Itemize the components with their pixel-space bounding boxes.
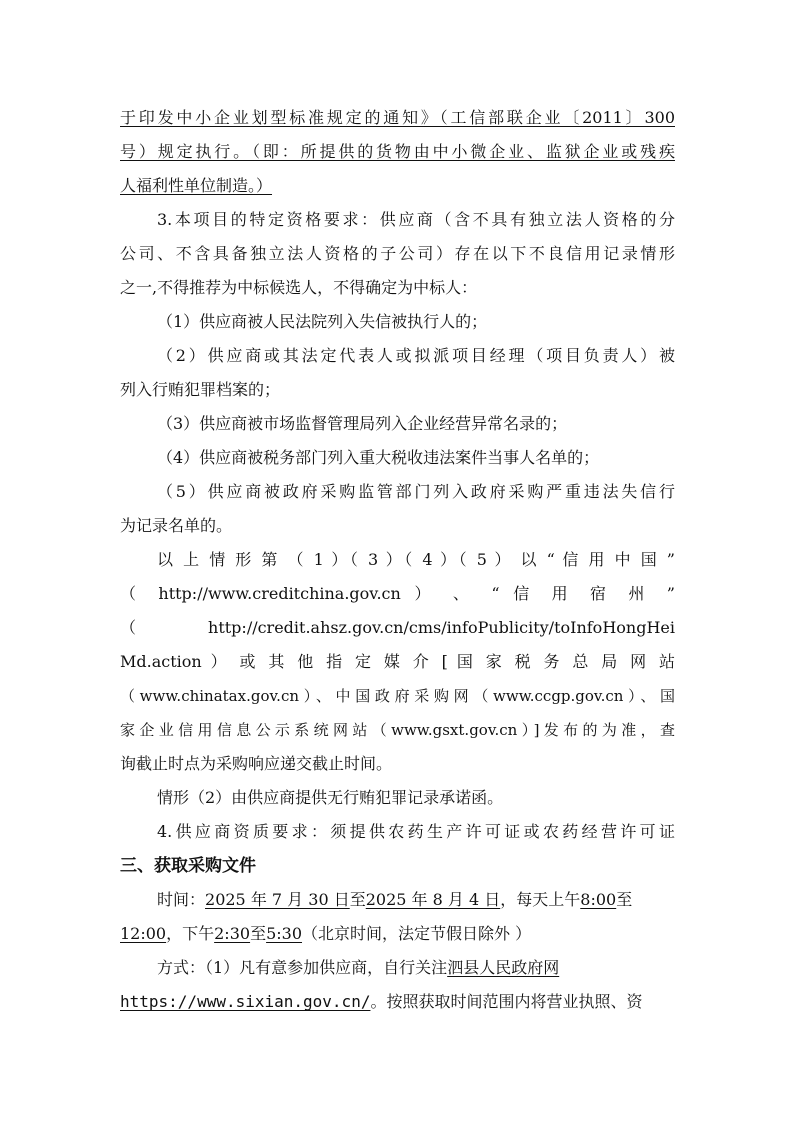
- daily-text: ，每天上午: [500, 890, 581, 909]
- list-item: （4）供应商被税务部门列入重大税收违法案件当事人名单的；: [157, 448, 600, 467]
- text-line: 为记录名单的。: [120, 516, 233, 535]
- text-line: 人福利性单位制造。）: [120, 176, 273, 195]
- site-url-link[interactable]: https://www.sixian.gov.cn/: [120, 992, 371, 1011]
- method-line: [157, 957, 675, 979]
- list-item: （3）供应商被市场监督管理局列入企业经营异常名录的；: [157, 414, 568, 433]
- pm-end: 5:30: [266, 924, 303, 943]
- text-line: 于印发中小企业划型标准规定的通知》（工信部联企业〔2011〕300: [120, 108, 675, 127]
- text-line: 询截止时点为采购响应递交截止时间。: [120, 754, 393, 773]
- method-label: 方式：（1）凡有意参加供应商，自行关注: [157, 958, 448, 977]
- am-end: 12:00: [120, 924, 167, 943]
- text-line: 情形（2）由供应商提供无行贿犯罪记录承诺函。: [157, 788, 504, 807]
- list-item: （2）供应商或其法定代表人或拟派项目经理（项目负责人）被: [157, 346, 675, 365]
- text-line: 之一,不得推荐为中标候选人，不得确定为中标人：: [120, 278, 478, 297]
- end-date: 2025 年 8 月 4 日: [365, 890, 501, 909]
- method-line-2: [120, 991, 675, 1013]
- time-line-2: [120, 923, 675, 945]
- method-rest: 。按照获取时间范围内将营业执照、资: [370, 992, 643, 1011]
- site-name-link[interactable]: 泗县人民政府网: [447, 958, 560, 977]
- to-text: 至: [616, 890, 633, 909]
- list-item: （5）供应商被政府采购监管部门列入政府采购严重违法失信行: [157, 482, 675, 501]
- time-note: （北京时间，法定节假日除外 ）: [302, 924, 532, 943]
- to-text: 至: [250, 924, 267, 943]
- text-line: 号）规定执行。（即：所提供的货物由中小微企业、监狱企业或残疾: [120, 142, 675, 161]
- start-date: 2025 年 7 月 30 日: [205, 890, 350, 909]
- text-line: （www.chinatax.gov.cn）、中国政府采购网（www.ccgp.gov.cn）、国: [120, 687, 675, 705]
- list-item: （1）供应商被人民法院列入失信被执行人的；: [157, 312, 488, 331]
- text-line: Md.action ） 或 其 他 指 定 媒 介 [ 国 家 税 务 总 局 网 站: [120, 652, 675, 671]
- time-label: 时间：: [157, 890, 206, 909]
- pm-start: 2:30: [214, 924, 251, 943]
- text-line: （http://credit.ahsz.gov.cn/cms/infoPublicity/toInfoHongHei: [120, 618, 675, 637]
- am-start: 8:00: [580, 890, 617, 909]
- text-line: 4.供应商资质要求：须提供农药生产许可证或农药经营许可证: [157, 822, 675, 841]
- to-text: 至: [349, 890, 366, 909]
- text-line: 以 上 情 形 第 （ 1 ）（ 3 ）（ 4 ）（ 5 ） 以 “ 信 用 中 国 ”: [157, 550, 675, 569]
- time-line: [157, 889, 675, 911]
- text-line: （ http://www.creditchina.gov.cn ） 、 “ 信 用 宿 州 ”: [120, 584, 675, 603]
- pm-label: ，下午: [166, 924, 215, 943]
- text-line: 家企业信用信息公示系统网站（www.gsxt.gov.cn）]发布的为准，查: [120, 721, 675, 739]
- text-line: 3.本项目的特定资格要求：供应商（含不具有独立法人资格的分: [157, 210, 675, 229]
- section-heading: 三、获取采购文件: [120, 856, 256, 876]
- text-line: 列入行贿犯罪档案的；: [120, 380, 281, 399]
- text-line: 公司、不含具备独立法人资格的子公司）存在以下不良信用记录情形: [120, 244, 675, 263]
